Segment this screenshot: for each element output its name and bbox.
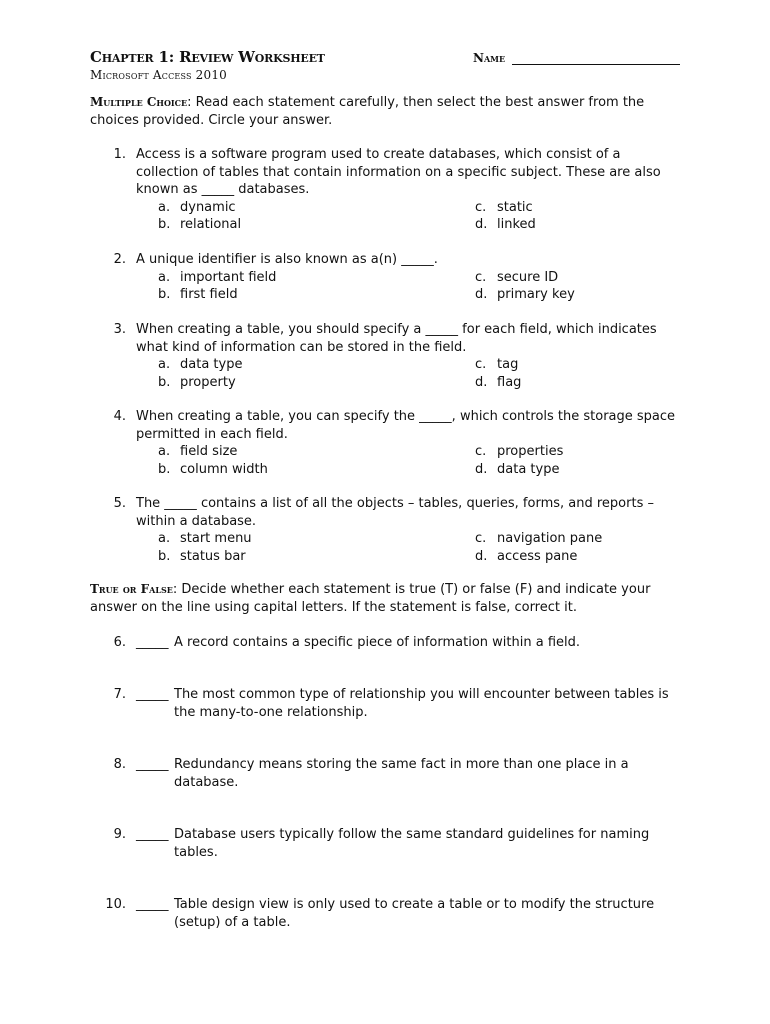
worksheet-title: Chapter 1: Review Worksheet	[90, 48, 325, 66]
question-stem: The _____ contains a list of all the objects – tables, queries, forms, and reports – within a database.	[136, 496, 654, 529]
tf-statement: Redundancy means storing the same fact in more than one place in a database.	[174, 757, 629, 790]
option-c[interactable]: c. static	[475, 199, 533, 215]
option-a[interactable]: a. data type	[158, 357, 243, 372]
question-number: 8.	[113, 757, 126, 772]
answer-options	[158, 356, 690, 391]
name-blank-line	[512, 64, 680, 65]
question-number: 2.	[113, 252, 126, 267]
question-number: 10.	[105, 897, 126, 912]
multiple-choice-instruction-text: : Read each statement carefully, then select the best answer from the choices provided. Circle your answer.	[90, 95, 645, 128]
tf-question-7	[90, 686, 690, 721]
question-number: 4.	[113, 409, 126, 424]
option-d[interactable]: d. access pane	[475, 548, 578, 564]
option-d[interactable]: d. primary key	[475, 287, 575, 302]
true-false-heading: True or False	[90, 582, 173, 596]
option-a[interactable]: a. start menu	[158, 531, 252, 546]
option-c[interactable]: c. secure ID	[475, 269, 559, 285]
question-stem: A unique identifier is also known as a(n) _____.	[136, 252, 438, 267]
option-c[interactable]: c. navigation pane	[475, 531, 603, 546]
multiple-choice-instructions	[90, 94, 680, 129]
tf-statement: A record contains a specific piece of information within a field.	[174, 635, 581, 650]
question-3	[90, 321, 690, 391]
question-number: 9.	[113, 827, 126, 842]
true-false-instructions	[90, 581, 680, 616]
name-label: Name	[473, 51, 506, 65]
option-b[interactable]: b. column width	[158, 461, 268, 477]
answer-options	[158, 443, 690, 478]
question-1	[90, 146, 690, 234]
tf-question-6	[90, 634, 690, 652]
question-2	[90, 251, 690, 304]
question-number: 6.	[113, 635, 126, 650]
multiple-choice-heading: Multiple Choice	[90, 95, 188, 109]
tf-question-8	[90, 756, 690, 791]
option-d[interactable]: d. flag	[475, 374, 522, 390]
option-a[interactable]: a. dynamic	[158, 199, 236, 215]
question-stem: Access is a software program used to create databases, which consist of a collection of tables that contain information on a specific subject. These are also known as _____ databases.	[136, 147, 661, 197]
question-stem: When creating a table, you should specify a _____ for each field, which indicates what kind of information can be stored in the field.	[136, 322, 657, 355]
answer-options	[158, 199, 690, 234]
tf-question-10	[90, 896, 690, 931]
question-number: 1.	[113, 147, 126, 162]
question-stem: When creating a table, you can specify the _____, which controls the storage space permitted in each field.	[136, 409, 676, 442]
tf-question-9	[90, 826, 690, 861]
option-b[interactable]: b. status bar	[158, 548, 246, 564]
worksheet-subtitle: Microsoft Access 2010	[90, 68, 228, 82]
answer-blank[interactable]: _____	[136, 827, 169, 842]
tf-statement: Database users typically follow the same standard guidelines for naming tables.	[174, 827, 650, 860]
tf-statement: The most common type of relationship you will encounter between tables is the many-to-one relationship.	[174, 687, 669, 720]
answer-blank[interactable]: _____	[136, 635, 169, 650]
answer-options	[158, 530, 690, 565]
option-a[interactable]: a. field size	[158, 444, 238, 459]
option-d[interactable]: d. data type	[475, 461, 560, 477]
answer-blank[interactable]: _____	[136, 897, 169, 912]
true-false-instruction-text: : Decide whether each statement is true (T) or false (F) and indicate your answer on the line using capital letters. If the statement is false, correct it.	[90, 582, 651, 615]
option-b[interactable]: b. property	[158, 374, 236, 390]
question-5	[90, 495, 690, 565]
option-b[interactable]: b. relational	[158, 217, 242, 232]
question-number: 3.	[113, 322, 126, 337]
option-c[interactable]: c. properties	[475, 444, 564, 459]
tf-statement: Table design view is only used to create a table or to modify the structure (setup) of a table.	[174, 897, 655, 930]
option-b[interactable]: b. first field	[158, 287, 238, 302]
question-number: 7.	[113, 687, 126, 702]
question-number: 5.	[113, 496, 126, 511]
option-c[interactable]: c. tag	[475, 357, 519, 372]
option-d[interactable]: d. linked	[475, 217, 536, 232]
answer-options	[158, 269, 690, 304]
question-4	[90, 408, 690, 478]
option-a[interactable]: a. important field	[158, 269, 277, 285]
answer-blank[interactable]: _____	[136, 687, 169, 702]
answer-blank[interactable]: _____	[136, 757, 169, 772]
